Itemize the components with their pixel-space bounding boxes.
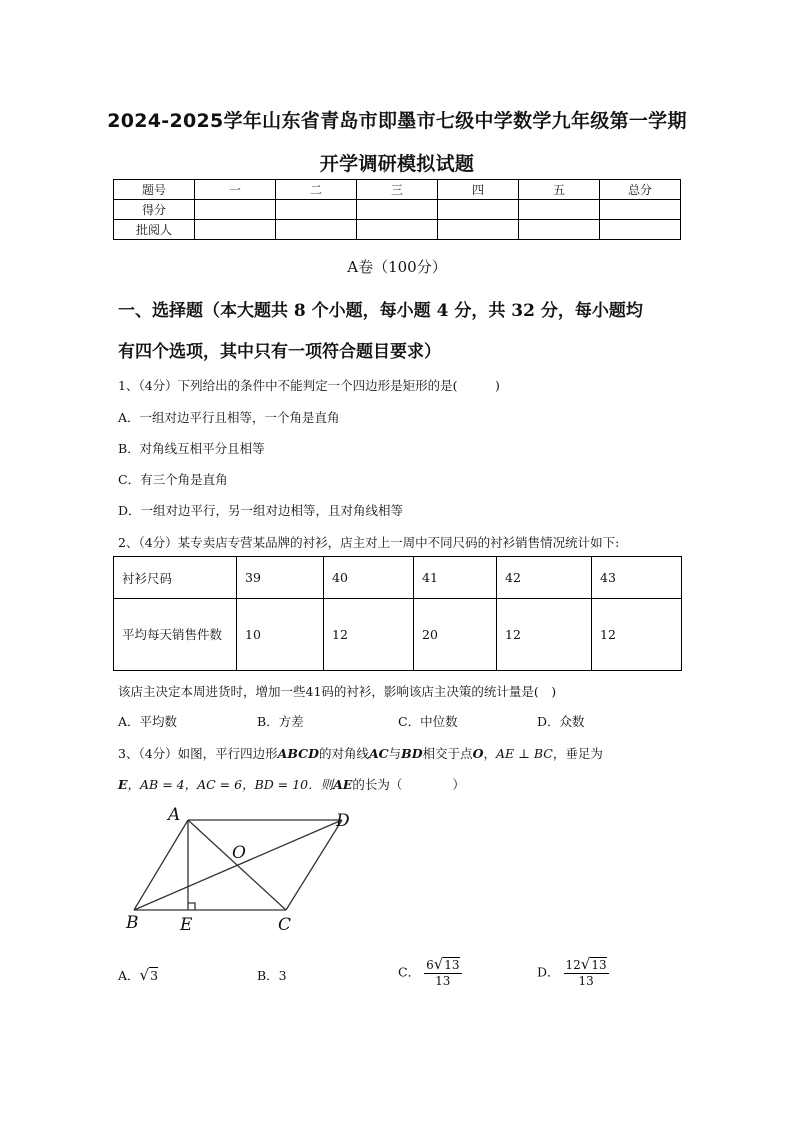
q3-ae: AE	[333, 777, 353, 792]
coefficient: 12	[565, 958, 581, 972]
question-2-option-d: D．众数	[537, 714, 585, 729]
option-prefix: A．	[118, 968, 140, 983]
score-header-cell: 五	[519, 180, 600, 200]
point-label-o: O	[232, 843, 246, 863]
fraction-numerator	[564, 955, 609, 974]
section-heading-line1: 一、选择题（本大题共 8 个小题，每小题 4 分，共 32 分，每小题均	[118, 301, 643, 321]
sqrt-icon: √	[580, 955, 591, 973]
question-3-option-a	[118, 966, 158, 984]
question-3-option-c	[398, 955, 462, 988]
radicand: 13	[444, 958, 460, 972]
table-cell: 41	[414, 557, 497, 599]
score-cell	[276, 220, 357, 240]
score-table-row	[114, 220, 681, 240]
question-2-stem: 2、（4分）某专卖店专营某品牌的衬衫，店主对上一周中不同尺码的衬衫销售情况统计如下:	[118, 535, 620, 550]
coefficient: 6	[426, 958, 434, 972]
right-angle-mark	[188, 903, 195, 910]
radicand: 3	[150, 968, 159, 983]
table-cell: 20	[414, 599, 497, 671]
q3-given: ，AB = 4，AC = 6，BD = 10．则	[127, 777, 334, 792]
table-cell: 10	[237, 599, 324, 671]
fraction-denominator: 13	[435, 974, 451, 988]
score-cell	[357, 220, 438, 240]
table-cell: 12	[592, 599, 682, 671]
score-cell	[519, 200, 600, 220]
score-header-cell: 题号	[114, 180, 195, 200]
score-header-cell: 三	[357, 180, 438, 200]
q3-abcd: ABCD	[277, 746, 319, 761]
q3-text: ，垂足为	[552, 746, 603, 761]
side-ab	[134, 820, 188, 910]
score-table-header-row	[114, 180, 681, 200]
score-cell	[357, 200, 438, 220]
question-3-stem-line2	[118, 775, 465, 793]
fraction	[564, 955, 609, 988]
question-2-followup: 该店主决定本周进货时，增加一些41码的衬衫，影响该店主决策的统计量是( )	[118, 684, 557, 699]
section-heading-line2: 有四个选项，其中只有一项符合题目要求）	[118, 342, 441, 362]
exam-title-line2: 开学调研模拟试题	[319, 153, 475, 175]
parallelogram-figure	[118, 800, 358, 940]
score-cell	[195, 200, 276, 220]
table-row	[114, 557, 682, 599]
question-2-option-a: A．平均数	[118, 714, 178, 729]
score-header-cell: 四	[438, 180, 519, 200]
paper-part-heading: A卷（100分）	[347, 258, 447, 276]
score-header-cell: 二	[276, 180, 357, 200]
exam-title-line1: 2024-2025学年山东省青岛市即墨市七级中学数学九年级第一学期	[107, 110, 687, 132]
shirt-sales-table	[113, 556, 682, 671]
sqrt-icon: √	[433, 955, 444, 973]
table-cell: 40	[324, 557, 414, 599]
q3-text: 的对角线	[318, 746, 369, 761]
question-3-stem-line1	[118, 744, 603, 762]
question-1-stem: 1、（4分）下列给出的条件中不能判定一个四边形是矩形的是( )	[118, 378, 500, 393]
q3-text: 与	[388, 746, 402, 761]
vertex-label-c: C	[278, 915, 292, 935]
fraction	[424, 955, 461, 988]
score-cell	[600, 200, 681, 220]
table-cell: 平均每天销售件数	[114, 599, 237, 671]
vertex-label-a: A	[168, 805, 181, 825]
sqrt-icon: √	[139, 966, 150, 984]
score-cell	[600, 220, 681, 240]
score-cell	[438, 220, 519, 240]
question-2-option-c: C．中位数	[398, 714, 458, 729]
score-row-label: 得分	[114, 200, 195, 220]
vertex-label-b: B	[126, 913, 139, 933]
q3-o: O	[472, 746, 484, 761]
question-1-option-d: D．一组对边平行，另一组对边相等，且对角线相等	[118, 503, 404, 518]
score-cell	[438, 200, 519, 220]
table-cell: 12	[497, 599, 592, 671]
q3-e: E	[118, 777, 128, 792]
question-3-option-d	[537, 955, 609, 988]
score-cell	[519, 220, 600, 240]
score-cell	[195, 220, 276, 240]
diagonal-bd	[134, 820, 342, 910]
table-cell: 12	[324, 599, 414, 671]
q3-ac: AC	[368, 746, 389, 761]
score-table	[113, 179, 681, 240]
side-dc	[286, 820, 342, 910]
q3-bd: BD	[401, 746, 423, 761]
question-1-option-a: A．一组对边平行且相等，一个角是直角	[118, 410, 340, 425]
score-header-cell: 总分	[600, 180, 681, 200]
q3-perp: AE ⊥ BC	[495, 746, 553, 761]
q3-text: 相交于点	[422, 746, 473, 761]
question-3-option-b: B．3	[257, 968, 287, 983]
point-label-e: E	[180, 915, 193, 935]
option-prefix: D．	[537, 964, 560, 980]
score-header-cell: 一	[195, 180, 276, 200]
option-prefix: C．	[398, 964, 421, 980]
table-row	[114, 599, 682, 671]
question-1-option-c: C．有三个角是直角	[118, 472, 228, 487]
q3-text: 的长为（ ）	[352, 777, 465, 792]
vertex-label-d: D	[336, 811, 350, 831]
table-cell: 42	[497, 557, 592, 599]
fraction-numerator	[424, 955, 461, 974]
question-1-option-b: B．对角线互相平分且相等	[118, 441, 265, 456]
score-row-label: 批阅人	[114, 220, 195, 240]
radicand: 13	[591, 958, 607, 972]
q3-text: ，	[483, 746, 496, 761]
score-cell	[276, 200, 357, 220]
q3-text: 3、（4分）如图，平行四边形	[118, 746, 278, 761]
table-cell: 39	[237, 557, 324, 599]
table-cell: 43	[592, 557, 682, 599]
table-cell: 衬衫尺码	[114, 557, 237, 599]
fraction-denominator: 13	[578, 974, 594, 988]
question-2-option-b: B．方差	[257, 714, 304, 729]
score-table-row	[114, 200, 681, 220]
